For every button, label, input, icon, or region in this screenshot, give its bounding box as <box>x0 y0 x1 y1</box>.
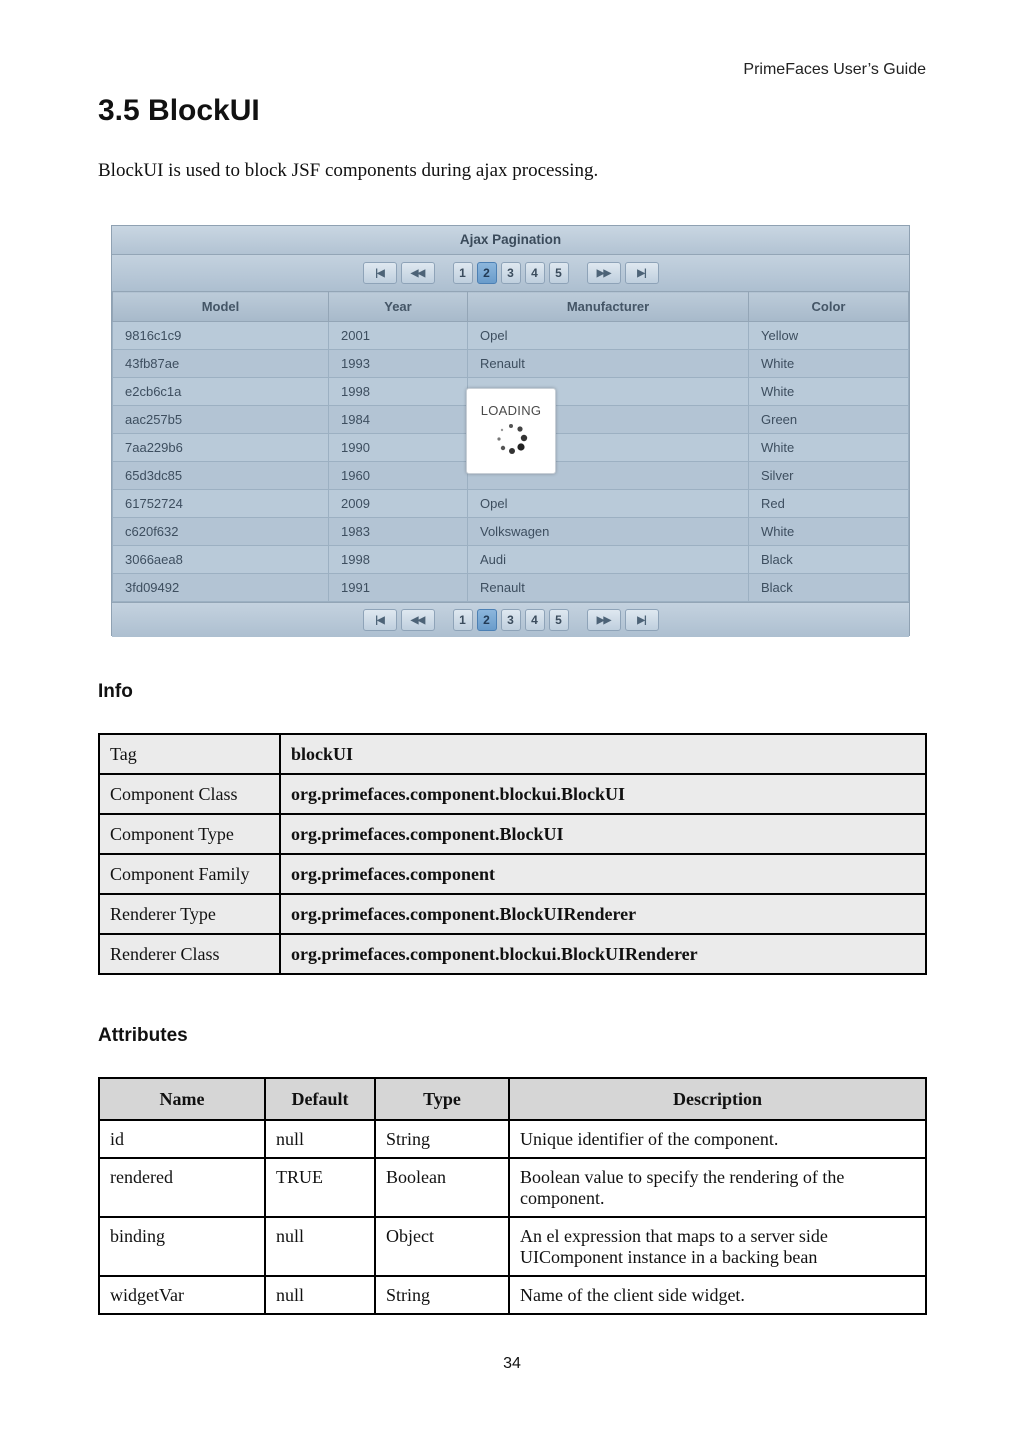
column-header-default: Default <box>265 1078 375 1120</box>
attr-type: Object <box>375 1217 509 1276</box>
cell-manufacturer: Volkswagen <box>468 518 749 546</box>
attr-name: id <box>99 1120 265 1158</box>
section-title: 3.5 BlockUI <box>98 94 260 127</box>
column-header-description: Description <box>509 1078 926 1120</box>
info-value: org.primefaces.component.BlockUI <box>280 814 926 854</box>
info-value: org.primefaces.component.BlockUIRenderer <box>280 894 926 934</box>
attr-type: Boolean <box>375 1158 509 1217</box>
cell-model: c620f632 <box>113 518 329 546</box>
attr-name: binding <box>99 1217 265 1276</box>
info-heading: Info <box>98 681 133 702</box>
info-value: org.primefaces.component <box>280 854 926 894</box>
cell-color: Silver <box>749 462 909 490</box>
cell-year: 1991 <box>329 574 468 602</box>
column-header-model[interactable]: Model <box>113 292 329 322</box>
page-button[interactable]: 4 <box>525 609 545 631</box>
attr-name: rendered <box>99 1158 265 1217</box>
cell-model: 7aa229b6 <box>113 434 329 462</box>
blockui-demo-screenshot <box>111 225 910 636</box>
table-row <box>99 894 926 934</box>
page-button[interactable]: 4 <box>525 262 545 284</box>
column-header-year[interactable]: Year <box>329 292 468 322</box>
first-page-button[interactable]: |◀ <box>363 262 397 284</box>
info-key: Renderer Class <box>99 934 280 974</box>
guide-title: PrimeFaces User’s Guide <box>743 61 926 78</box>
page-button[interactable]: 1 <box>453 262 473 284</box>
info-key: Component Family <box>99 854 280 894</box>
cell-year: 1984 <box>329 406 468 434</box>
cell-model: 61752724 <box>113 490 329 518</box>
info-key: Component Class <box>99 774 280 814</box>
cell-manufacturer: Renault <box>468 350 749 378</box>
prev-page-button[interactable]: ◀◀ <box>401 262 435 284</box>
column-header-type: Type <box>375 1078 509 1120</box>
loading-label: LOADING <box>480 403 542 418</box>
cell-year: 1998 <box>329 546 468 574</box>
cell-model: 65d3dc85 <box>113 462 329 490</box>
table-row <box>113 490 909 518</box>
table-row <box>99 734 926 774</box>
loading-overlay <box>466 388 556 474</box>
page-button[interactable]: 3 <box>501 609 521 631</box>
last-page-button[interactable]: ▶| <box>625 262 659 284</box>
page-button[interactable]: 1 <box>453 609 473 631</box>
attr-default: null <box>265 1217 375 1276</box>
info-key: Renderer Type <box>99 894 280 934</box>
next-page-button[interactable]: ▶▶ <box>587 262 621 284</box>
info-value: blockUI <box>280 734 926 774</box>
page-number: 34 <box>503 1355 521 1372</box>
cell-model: 3fd09492 <box>113 574 329 602</box>
table-row <box>99 1120 926 1158</box>
datatable-title: Ajax Pagination <box>112 226 909 255</box>
page-button-active[interactable]: 2 <box>477 262 497 284</box>
cell-year: 1990 <box>329 434 468 462</box>
page-button-active[interactable]: 2 <box>477 609 497 631</box>
cell-color: White <box>749 378 909 406</box>
cell-color: White <box>749 350 909 378</box>
table-row <box>99 1276 926 1314</box>
cell-year: 1998 <box>329 378 468 406</box>
attr-default: null <box>265 1120 375 1158</box>
cell-manufacturer: Renault <box>468 574 749 602</box>
table-row <box>99 934 926 974</box>
cell-color: White <box>749 518 909 546</box>
attr-name: widgetVar <box>99 1276 265 1314</box>
attributes-table <box>98 1077 927 1315</box>
column-header-manufacturer[interactable]: Manufacturer <box>468 292 749 322</box>
attributes-heading: Attributes <box>98 1025 188 1046</box>
first-page-button[interactable]: |◀ <box>363 609 397 631</box>
info-value: org.primefaces.component.blockui.BlockUI <box>280 774 926 814</box>
table-row <box>99 774 926 814</box>
cell-model: 9816c1c9 <box>113 322 329 350</box>
table-row <box>99 1217 926 1276</box>
next-page-button[interactable]: ▶▶ <box>587 609 621 631</box>
attr-type: String <box>375 1276 509 1314</box>
cell-model: e2cb6c1a <box>113 378 329 406</box>
info-key: Tag <box>99 734 280 774</box>
attr-description: Name of the client side widget. <box>509 1276 926 1314</box>
table-row <box>99 1158 926 1217</box>
cell-year: 1960 <box>329 462 468 490</box>
attr-type: String <box>375 1120 509 1158</box>
info-key: Component Type <box>99 814 280 854</box>
attr-description: Boolean value to specify the rendering of the component. <box>509 1158 926 1217</box>
info-table <box>98 733 927 975</box>
cell-color: Black <box>749 546 909 574</box>
cell-color: White <box>749 434 909 462</box>
cell-manufacturer: Audi <box>468 546 749 574</box>
table-row <box>113 350 909 378</box>
spinner-icon <box>490 419 532 461</box>
last-page-button[interactable]: ▶| <box>625 609 659 631</box>
cell-model: 43fb87ae <box>113 350 329 378</box>
info-value: org.primefaces.component.blockui.BlockUIRenderer <box>280 934 926 974</box>
cell-color: Black <box>749 574 909 602</box>
column-header-color[interactable]: Color <box>749 292 909 322</box>
table-row <box>113 546 909 574</box>
table-row <box>113 322 909 350</box>
prev-page-button[interactable]: ◀◀ <box>401 609 435 631</box>
table-row <box>113 518 909 546</box>
intro-paragraph: BlockUI is used to block JSF components during ajax processing. <box>98 160 599 181</box>
page-button[interactable]: 5 <box>549 262 569 284</box>
cell-model: aac257b5 <box>113 406 329 434</box>
cell-model: 3066aea8 <box>113 546 329 574</box>
table-row <box>99 854 926 894</box>
column-header-name: Name <box>99 1078 265 1120</box>
cell-year: 1983 <box>329 518 468 546</box>
cell-color: Green <box>749 406 909 434</box>
attr-description: An el expression that maps to a server side UIComponent instance in a backing bean <box>509 1217 926 1276</box>
cell-year: 2009 <box>329 490 468 518</box>
table-row <box>113 574 909 602</box>
cell-manufacturer: Opel <box>468 490 749 518</box>
attr-default: TRUE <box>265 1158 375 1217</box>
page-button[interactable]: 3 <box>501 262 521 284</box>
attr-default: null <box>265 1276 375 1314</box>
paginator-bottom <box>112 602 909 637</box>
page-button[interactable]: 5 <box>549 609 569 631</box>
cell-color: Yellow <box>749 322 909 350</box>
cell-manufacturer: Opel <box>468 322 749 350</box>
cell-color: Red <box>749 490 909 518</box>
table-row <box>99 814 926 854</box>
attr-description: Unique identifier of the component. <box>509 1120 926 1158</box>
cell-year: 2001 <box>329 322 468 350</box>
cell-year: 1993 <box>329 350 468 378</box>
paginator-top <box>112 255 909 291</box>
